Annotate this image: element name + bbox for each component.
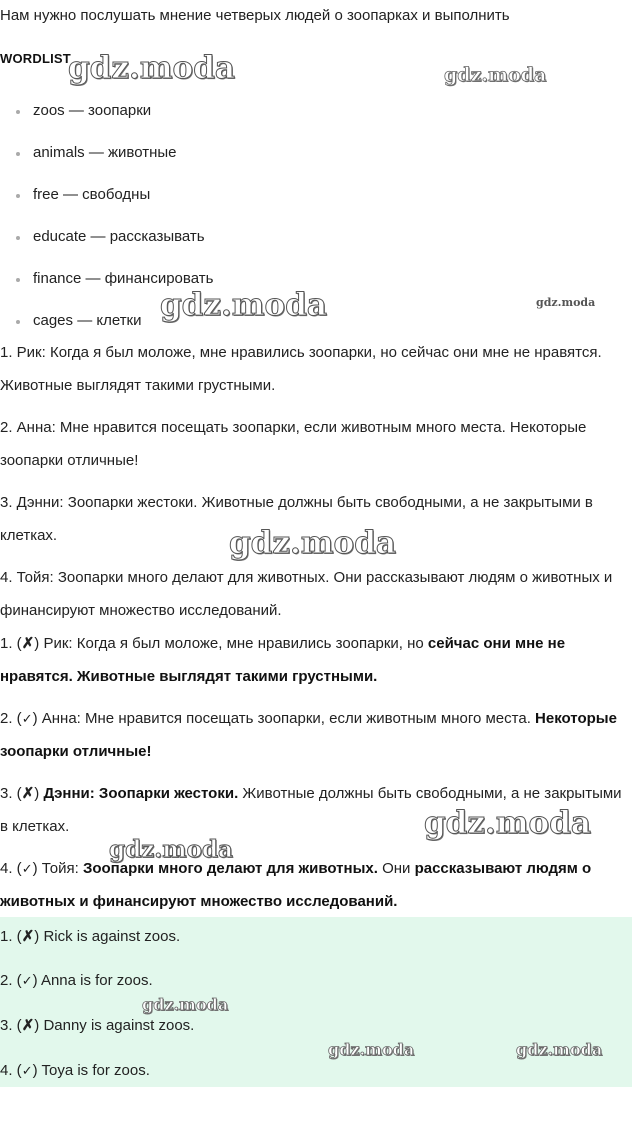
list-item: free — свободны: [0, 184, 213, 226]
list-item: cages — клетки: [0, 310, 213, 352]
answer-text: Anna is for zoos.: [40, 972, 153, 989]
analysis-text: Когда я был моложе, мне нравились зоопарки, но: [76, 635, 424, 652]
watermark-logo: gdz.moda: [160, 287, 327, 323]
watermark-logo: gdz.moda: [328, 1040, 415, 1059]
answer-rick: 1. (✗) Rick is against zoos.: [0, 928, 181, 945]
watermark-logo: gdz.moda: [536, 296, 596, 309]
analysis-highlight: рассказывают людям о животных и финансируют множество исследований.: [0, 860, 592, 910]
translation-anna: 2. Анна: Мне нравится посещать зоопарки, если животным много места. Некоторые зоопарки отличные!: [0, 419, 587, 469]
item-number: 2.: [0, 972, 13, 989]
analysis-danny: 3. (✗) Дэнни: Зоопарки жестоки. Животные должны быть свободными, а не закрытыми в клетках.: [0, 785, 622, 835]
translation-toya: 4. Тойя: Зоопарки много делают для животных. Они рассказывают людям о животных и финансируют множество исследований.: [0, 569, 613, 619]
answer-anna: 2. (✓) Anna is for zoos.: [0, 972, 153, 989]
analysis-highlight: сейчас они мне не нравятся. Животные выглядят такими грустными.: [0, 635, 566, 685]
check-mark-icon: ✓: [21, 1063, 33, 1078]
answers-box: [0, 917, 632, 1087]
analysis-highlight: Зоопарки жестоки.: [98, 785, 239, 802]
cross-mark-icon: ✗: [21, 928, 35, 945]
cross-mark-icon: ✗: [21, 785, 35, 802]
list-item: animals — животные: [0, 142, 213, 184]
translation-rick: 1. Рик: Когда я был моложе, мне нравились зоопарки, но сейчас они мне не нравятся. Животные выглядят такими грустными.: [0, 344, 602, 394]
answer-toya: 4. (✓) Toya is for zoos.: [0, 1062, 150, 1079]
wordlist-title: WORDLIST: [0, 51, 71, 66]
watermark-logo: gdz.moda: [109, 836, 233, 863]
analysis-rick: 1. (✗) Рик: Когда я был моложе, мне нравились зоопарки, но сейчас они мне не нравятся. Животные выглядят такими грустными.: [0, 635, 566, 685]
analysis-text: Животные должны быть свободными, а не закрытыми в клетках.: [0, 785, 622, 835]
translation-danny: 3. Дэнни: Зоопарки жестоки. Животные должны быть свободными, а не закрытыми в клетках.: [0, 494, 593, 544]
cross-mark-icon: ✗: [21, 1017, 35, 1034]
wordlist: [0, 100, 213, 352]
speaker-name: Дэнни:: [43, 785, 95, 802]
speaker-name: Рик:: [43, 635, 73, 652]
cross-mark-icon: ✗: [21, 635, 35, 652]
analysis-toya: 4. (✓) Тойя: Зоопарки много делают для животных. Они рассказывают людям о животных и финансируют множество исследований.: [0, 860, 592, 910]
item-number: 3.: [0, 1017, 13, 1034]
item-number: 1.: [0, 928, 13, 945]
list-item: zoos — зоопарки: [0, 100, 213, 142]
speaker-name: Тойя:: [41, 860, 79, 877]
item-number: 3.: [0, 785, 13, 802]
intro-text: Нам нужно послушать мнение четверых людей о зоопарках и выполнить: [0, 7, 510, 24]
analysis-highlight: Зоопарки много делают для животных.: [82, 860, 378, 877]
check-mark-icon: ✓: [21, 711, 33, 726]
speaker-name: Анна:: [41, 710, 81, 727]
answer-text: Rick is against zoos.: [43, 928, 181, 945]
watermark-logo: gdz.moda: [68, 50, 235, 86]
list-item: educate — рассказывать: [0, 226, 213, 268]
watermark-logo: gdz.moda: [142, 995, 229, 1014]
answer-danny: 3. (✗) Danny is against zoos.: [0, 1017, 195, 1034]
watermark-logo: gdz.moda: [424, 805, 591, 841]
analysis-text: Мне нравится посещать зоопарки, если животным много места.: [85, 710, 531, 727]
analysis-highlight: Некоторые зоопарки отличные!: [0, 710, 617, 760]
item-number: 4.: [0, 1062, 13, 1079]
answer-text: Danny is against zoos.: [43, 1017, 195, 1034]
analysis-anna: 2. (✓) Анна: Мне нравится посещать зоопарки, если животным много места. Некоторые зоопарки отличные!: [0, 710, 617, 760]
answer-text: Toya is for zoos.: [41, 1062, 150, 1079]
item-number: 4.: [0, 860, 13, 877]
item-number: 2.: [0, 710, 13, 727]
check-mark-icon: ✓: [21, 861, 33, 876]
watermark-logo: gdz.moda: [229, 525, 396, 561]
watermark-logo: gdz.moda: [516, 1040, 603, 1059]
watermark-logo: gdz.moda: [444, 64, 547, 86]
check-mark-icon: ✓: [21, 973, 33, 988]
item-number: 1.: [0, 635, 13, 652]
analysis-text: Они: [382, 860, 411, 877]
list-item: finance — финансировать: [0, 268, 213, 310]
